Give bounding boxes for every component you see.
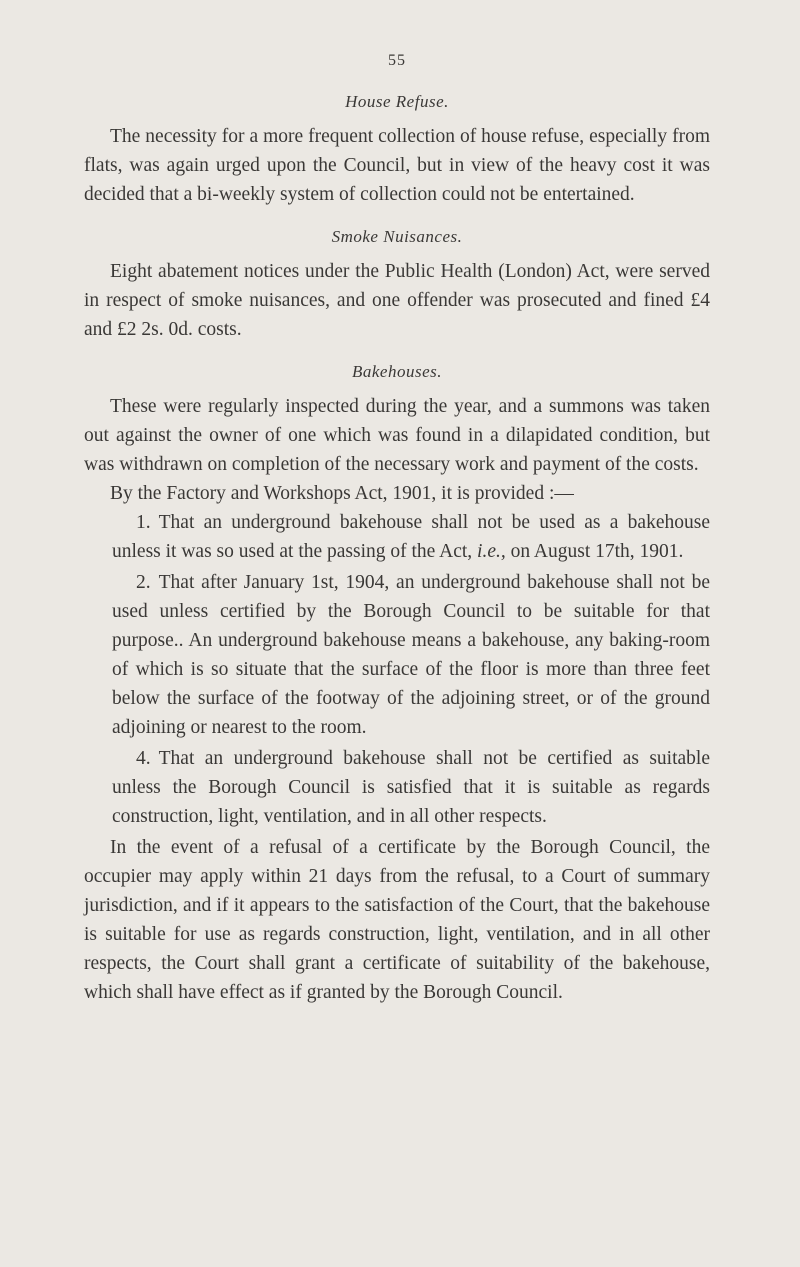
section-gap bbox=[84, 344, 710, 362]
paragraph-bakehouses-inspection: These were regularly inspected during the year, and a summons was taken out against the owner of one which was found in a dilapidated condition, but was withdrawn on completion of the necessary work and payment of the costs. bbox=[84, 396, 710, 475]
paragraph-smoke-nuisances: Eight abatement notices under the Public Health (London) Act, were served in respect of smoke nuisances, and one offender was prosecuted and fined £4 and £2 2s. 0d. costs. bbox=[84, 261, 710, 340]
provisions-list bbox=[84, 508, 710, 831]
list-item-number: 4. bbox=[136, 748, 151, 769]
list-item-text: That after January 1st, 1904, an underground bakehouse shall not be used unless certified by the Borough Council to be suitable for that purpose.. An underground bakehouse means a bakehouse, any baking-room of which is so situate that the surface of the floor is more than three feet below the surface of the footway of the adjoining street, or of the ground adjoining or nearest to the room. bbox=[112, 572, 710, 738]
list-item bbox=[112, 568, 710, 742]
list-item-number: 2. bbox=[136, 572, 151, 593]
list-item-italic: i.e., bbox=[477, 541, 506, 562]
heading-smoke-nuisances: Smoke Nuisances. bbox=[331, 227, 463, 246]
list-item-text: That an underground bakehouse shall not be certified as suitable unless the Borough Council is satisfied that it is suitable as regards construction, light, ventilation, and in all other respects. bbox=[112, 748, 710, 827]
paragraph-refusal: In the event of a refusal of a certificate by the Borough Council, the occupier may apply within 21 days from the refusal, to a Court of summary jurisdiction, and if it appears to the satisfaction of the Court, that the bakehouse is suitable for use as regards construction, light, ventilation, and in all other respects, the Court shall grant a certificate of suitability of the bakehouse, which shall have effect as if granted by the Borough Council. bbox=[84, 837, 710, 1003]
list-item bbox=[112, 508, 710, 566]
list-item-text: That an underground bakehouse shall not be used as a bakehouse unless it was so used at the passing of the Act, bbox=[112, 512, 710, 562]
section-gap bbox=[84, 209, 710, 227]
list-item-number: 1. bbox=[136, 512, 151, 533]
heading-house-refuse: House Refuse. bbox=[345, 92, 449, 111]
list-item bbox=[112, 744, 710, 831]
page-number: 55 bbox=[388, 52, 406, 69]
paragraph-house-refuse: The necessity for a more frequent collection of house refuse, especially from flats, was again urged upon the Council, but in view of the heavy cost it was decided that a bi-weekly system of collection could not be entertained. bbox=[84, 126, 710, 205]
paragraph-factory-act: By the Factory and Workshops Act, 1901, it is provided :— bbox=[110, 483, 574, 504]
list-item-text-end: on August 17th, 1901. bbox=[510, 541, 684, 562]
heading-bakehouses: Bakehouses. bbox=[351, 362, 442, 381]
